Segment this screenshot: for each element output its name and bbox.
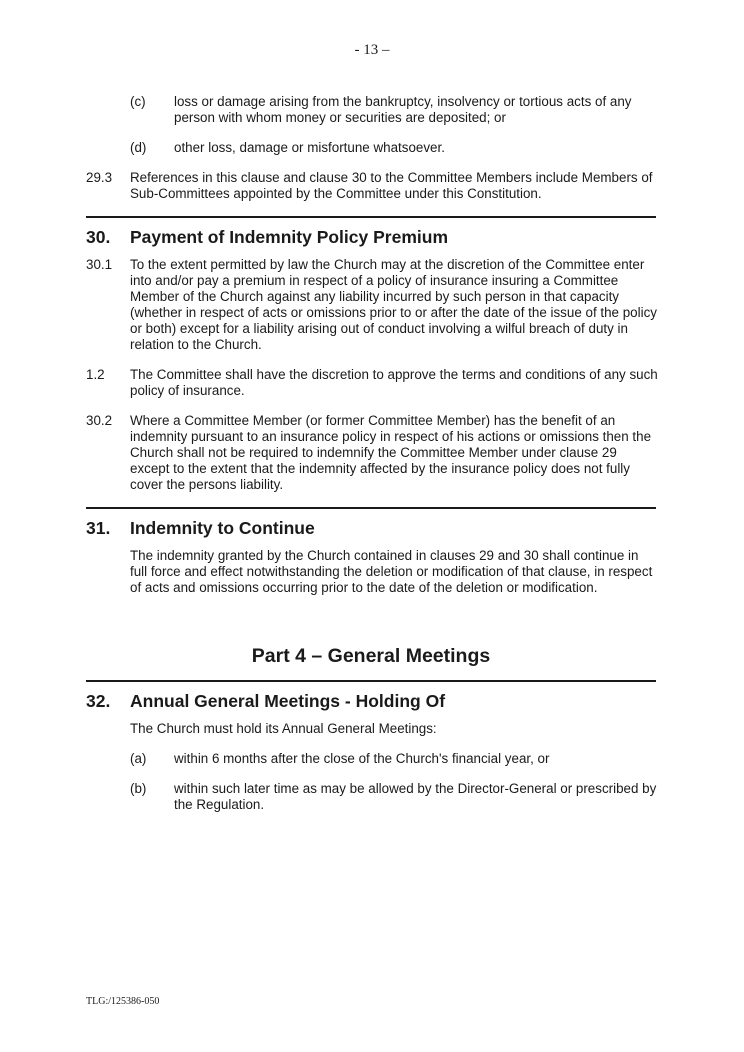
item-label: (d) [130, 140, 147, 155]
heading-title: Annual General Meetings - Holding Of [130, 691, 446, 711]
document-reference: TLG:/125386-050 [86, 996, 160, 1007]
item-text: within 6 months after the close of the Church's financial year, or [174, 751, 550, 766]
heading-number: 31. [86, 518, 111, 538]
clause-31-text: The indemnity granted by the Church contained in clauses 29 and 30 shall continue in full force and effect notwithstanding the deletion or modification of that clause, in respect of acts and omissions occurring prior to the date of the deletion or modification. [130, 548, 653, 595]
subclause-number: 1.2 [86, 367, 105, 382]
item-label: (c) [130, 94, 146, 109]
clause-32-intro: The Church must hold its Annual General Meetings: [130, 721, 437, 736]
item-label: (b) [130, 781, 147, 796]
clause-30-2 [86, 413, 658, 493]
item-text: within such later time as may be allowed by the Director-General or prescribed by the Regulation. [174, 781, 657, 812]
clause-32-item-a [86, 751, 658, 767]
item-text: loss or damage arising from the bankruptcy, insolvency or tortious acts of any person with whom money or securities are deposited; or [174, 94, 632, 125]
subclause-text: The Committee shall have the discretion to approve the terms and conditions of any such policy of insurance. [130, 367, 658, 398]
clause-32-item-b [86, 781, 658, 813]
heading-number: 30. [86, 227, 111, 247]
clause-1-2 [86, 367, 658, 399]
subclause-text: References in this clause and clause 30 to the Committee Members include Members of Sub-Committees appointed by the Committee under this Constitution. [130, 170, 653, 201]
page-number: - 13 – [354, 42, 390, 58]
clause-29-3 [86, 170, 658, 202]
subclause-number: 29.3 [86, 170, 113, 185]
subclause-text: To the extent permitted by law the Church may at the discretion of the Committee enter into and/or pay a premium in respect of a policy of insurance insuring a Committee Member of the Church against any liability incurred by such person in that capacity (whether in respect of acts or omissions prior to or after the date of the issue of the policy or both) except for a liability arising out of conduct involving a wilful breach of duty in relation to the Church. [130, 257, 657, 352]
item-text: other loss, damage or misfortune whatsoever. [174, 140, 445, 155]
clause-29-item-c [86, 94, 658, 126]
clause-30-1 [86, 257, 658, 353]
heading-number: 32. [86, 691, 111, 711]
item-label: (a) [130, 751, 147, 766]
clause-30-heading [86, 226, 658, 248]
heading-title: Indemnity to Continue [130, 518, 315, 538]
document-body [86, 94, 658, 813]
clause-32-heading [86, 690, 658, 712]
subclause-text: Where a Committee Member (or former Committee Member) has the benefit of an indemnity pursuant to an insurance policy in respect of his actions or omissions then the Church shall not be required to indemnify the Committee Member under clause 29 except to the extent that the indemnity affected by the insurance policy does not fully cover the persons liability. [130, 413, 652, 492]
heading-title: Payment of Indemnity Policy Premium [130, 227, 448, 247]
subclause-number: 30.2 [86, 413, 113, 428]
clause-31-heading [86, 517, 658, 539]
part-4-title: Part 4 – General Meetings [251, 645, 491, 667]
subclause-number: 30.1 [86, 257, 113, 272]
clause-29-item-d [86, 140, 658, 156]
